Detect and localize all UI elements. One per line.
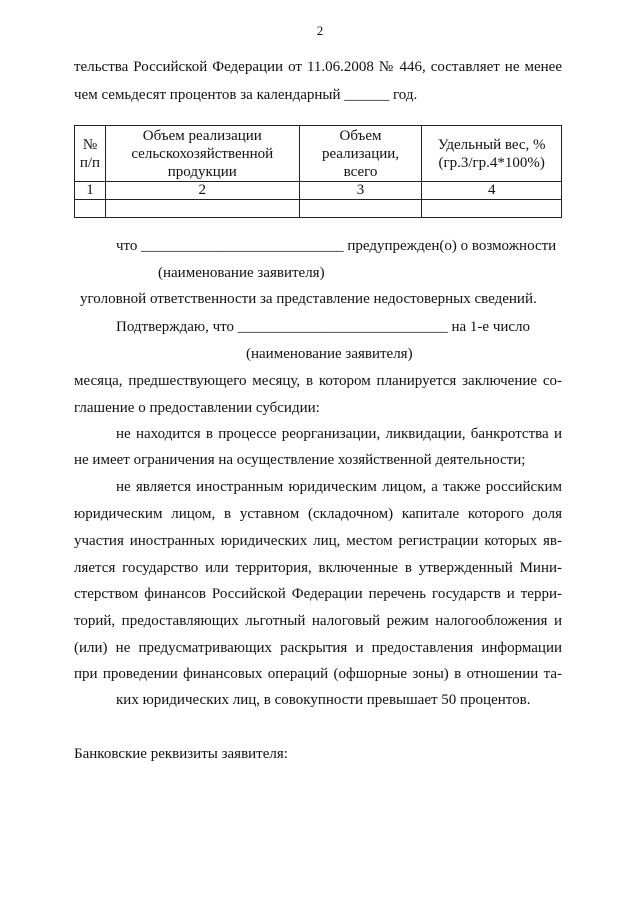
reorg-line-1: не находится в процессе реорганизации, ликвидации, банкротства и — [116, 426, 562, 442]
col-header-sales-volume: Объем реализации сельскохозяйственной продукции — [105, 126, 299, 182]
intro-line-2: чем семьдесят процентов за календарный ______ год. — [74, 87, 418, 103]
confirm-caption: (наименование заявителя) — [246, 346, 413, 362]
page-number: 2 — [316, 23, 324, 38]
warning-line-1: что ___________________________ предупрежден(о) о возможности — [116, 238, 557, 254]
col-header-share: Удельный вес, % (гр.3/гр.4*100%) — [422, 126, 562, 182]
foreign-line-7: (или) не предусматривающих раскрытия и предоставления информации — [74, 640, 562, 656]
foreign-line-3: участия иностранных юридических лиц, местом регистрации которых яв- — [74, 533, 562, 549]
table-cell — [299, 200, 422, 218]
foreign-line-1: не является иностранным юридическим лицом, а также российским — [116, 479, 562, 495]
reorg-line-2: не имеет ограничения на осуществление хозяйственной деятельности; — [74, 452, 526, 468]
sales-table — [74, 125, 562, 218]
confirm-line-2: месяца, предшествующего месяцу, в котором планируется заключение со- — [74, 373, 562, 389]
table-cell: 3 — [299, 182, 422, 200]
table-row — [75, 200, 562, 218]
table-row — [75, 182, 562, 200]
foreign-line-6: торий, предоставляющих льготный налоговый режим налогообложения и — [74, 613, 562, 629]
bank-details-label: Банковские реквизиты заявителя: — [74, 746, 288, 762]
table-cell — [422, 200, 562, 218]
table-header-row — [75, 126, 562, 182]
table-cell — [75, 200, 106, 218]
foreign-line-4: ляется государство или территория, включенные в утвержденный Мини- — [74, 560, 562, 576]
table-cell: 1 — [75, 182, 106, 200]
foreign-line-2: юридическим лицом, в уставном (складочном) капитале которого доля — [74, 506, 562, 522]
foreign-line-5: стерством финансов Российской Федерации перечень государств и терри- — [74, 586, 562, 602]
foreign-line-9: ких юридических лиц, в совокупности превышает 50 процентов. — [116, 692, 531, 708]
col-header-total-volume: Объем реализации, всего — [299, 126, 422, 182]
confirm-line-1: Подтверждаю, что ____________________________ на 1-е число — [116, 319, 531, 335]
foreign-line-8: при проведении финансовых операций (офшорные зоны) в отношении та- — [74, 666, 562, 682]
col-header-number: № п/п — [75, 126, 106, 182]
warning-caption: (наименование заявителя) — [158, 265, 325, 281]
table-cell: 4 — [422, 182, 562, 200]
intro-line-1: тельства Российской Федерации от 11.06.2008 № 446, составляет не менее — [74, 59, 562, 75]
table-cell — [105, 200, 299, 218]
warning-line-2: уголовной ответственности за представление недостоверных сведений. — [80, 291, 537, 307]
confirm-line-3: глашение о предоставлении субсидии: — [74, 400, 320, 416]
table-cell: 2 — [105, 182, 299, 200]
